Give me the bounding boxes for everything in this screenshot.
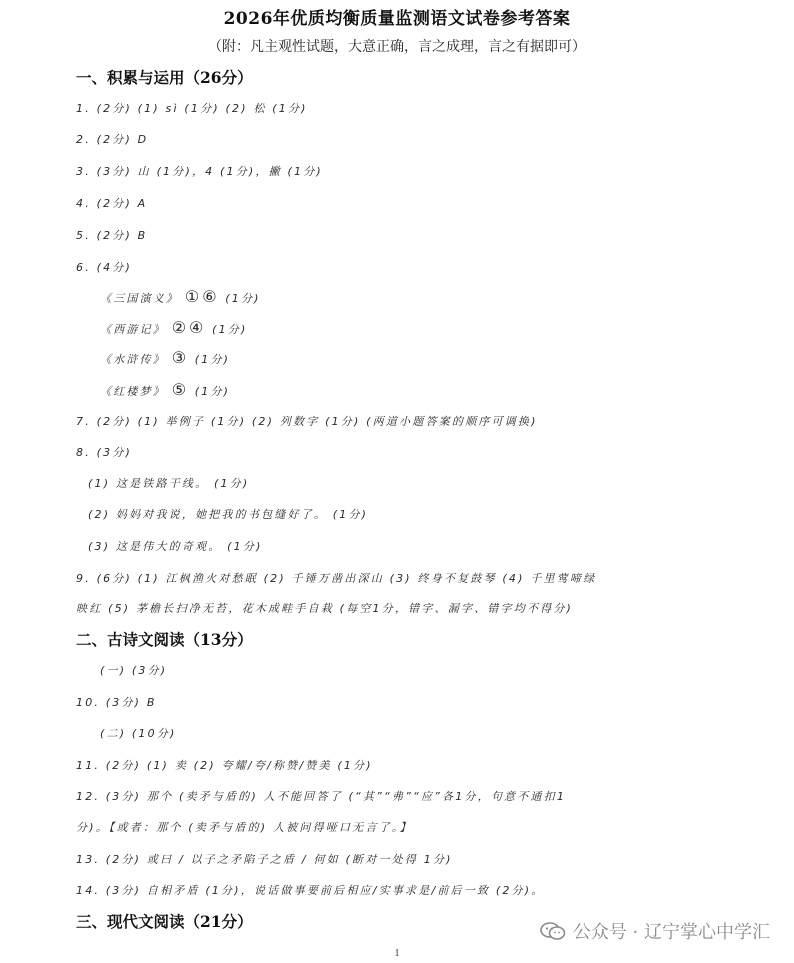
group-1-heading: (一) (3分): [100, 664, 168, 677]
section-heading-1: 一、积累与运用（26分）: [76, 68, 253, 87]
answer-3: 3. (3分) 山 (1分)，4 (1分)，撇 (1分): [76, 165, 323, 178]
answer-8-1: (1) 这是铁路干线。 (1分): [88, 477, 250, 490]
answer-11: 11. (2分) (1) 卖 (2) 夸耀/夸/称赞/赞美 (1分): [76, 759, 373, 772]
answer-8-2: (2) 妈妈对我说，她把我的书包缝好了。 (1分): [88, 508, 369, 521]
answer-9-line-1: 9. (6分) (1) 江枫渔火对愁眠 (2) 千锤万凿出深山 (3) 终身不复鼓琴 (4) 千里莺啼绿: [76, 572, 597, 585]
book-title: 《三国演义》: [100, 292, 180, 305]
book-title: 《红楼梦》: [100, 385, 166, 398]
answer-2: 2. (2分) D: [76, 133, 149, 146]
answer-8-3: (3) 这是伟大的奇观。 (1分): [88, 540, 263, 553]
wechat-icon: [539, 921, 567, 941]
item-numbers: ③: [171, 348, 190, 367]
item-score: (1分): [212, 323, 248, 336]
book-title: 《水浒传》: [100, 353, 166, 366]
document-title: 2026年优质均衡质量监测语文试卷参考答案: [223, 9, 571, 29]
group-2-heading: (二) (10分): [100, 727, 177, 740]
answer-7: 7. (2分) (1) 举例子 (1分) (2) 列数字 (1分) (两道小题答案的顺序可调换): [76, 415, 538, 428]
answer-1: 1. (2分) (1) sì (1分) (2) 松 (1分): [76, 102, 308, 115]
section-heading-3: 三、现代文阅读（21分）: [76, 912, 253, 931]
item-score: (1分): [225, 292, 261, 305]
book-title: 《西游记》: [100, 323, 166, 336]
page-number: 1: [394, 948, 400, 959]
answer-12-line-1: 12. (3分) 那个 (卖矛与盾的) 人不能回答了 (“其”“弗”“应”各1分，句意不通扣1: [76, 790, 567, 803]
answer-14: 14. (3分) 自相矛盾 (1分)，说话做事要前后相应/实事求是/前后一致 (2分)。: [76, 884, 545, 897]
answer-9-line-2: 映红 (5) 茅檐长扫净无苔，花木成畦手自栽 (每空1分，错字、漏字、错字均不得分): [76, 602, 574, 615]
document-subtitle: （附：凡主观性试题，大意正确，言之成理，言之有据即可）: [208, 39, 586, 55]
answer-6-item-1: [100, 287, 261, 306]
answer-8: 8. (3分): [76, 446, 132, 459]
answer-6-item-4: [100, 380, 230, 399]
answer-4: 4. (2分) A: [76, 197, 148, 210]
answer-6: 6. (4分): [76, 261, 132, 274]
item-numbers: ②④: [171, 318, 207, 337]
item-score: (1分): [194, 385, 231, 398]
answer-6-item-3: [100, 348, 230, 367]
answer-13: 13. (2分) 或曰 / 以子之矛陷子之盾 / 何如 (断对一处得 1分): [76, 853, 453, 866]
answer-6-item-2: [100, 318, 247, 337]
answer-10: 10. (3分) B: [76, 696, 157, 709]
item-numbers: ⑤: [171, 380, 190, 399]
item-numbers: ①⑥: [184, 287, 220, 306]
section-heading-2: 二、古诗文阅读（13分）: [76, 630, 253, 649]
answer-5: 5. (2分) B: [76, 229, 148, 242]
item-score: (1分): [194, 353, 231, 366]
answer-12-line-2: 分)。【或者：那个 (卖矛与盾的) 人被问得哑口无言了。】: [76, 821, 413, 834]
watermark-text: 公众号 · 辽宁掌心中学汇: [572, 922, 770, 943]
watermark: [539, 918, 770, 944]
